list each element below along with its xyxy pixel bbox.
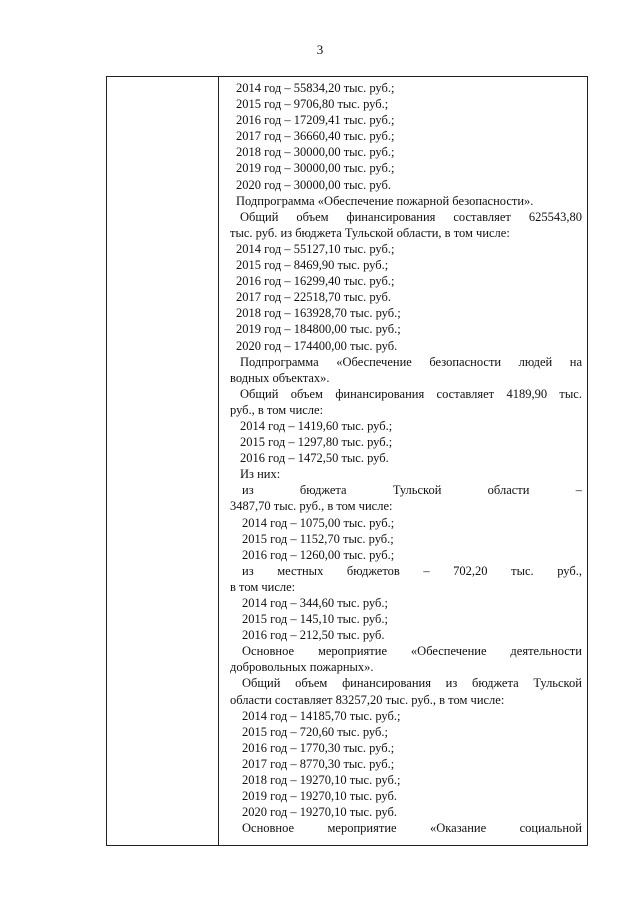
text-line: 2016 год – 1770,30 тыс. руб.;	[242, 740, 395, 755]
word: местных	[277, 563, 324, 578]
word: Общий	[242, 676, 281, 691]
text-line: тыс. руб. из бюджета Тульской области, в том числе:	[230, 225, 510, 240]
text-line: 2015 год – 720,60 тыс. руб.;	[242, 724, 388, 739]
financing-text	[226, 80, 582, 836]
text-line: добровольных пожарных».	[230, 660, 374, 675]
word: Общий	[240, 386, 279, 401]
word: из	[242, 563, 254, 578]
word: составляет	[436, 386, 495, 401]
word: 4189,90	[506, 386, 548, 401]
word: мероприятие	[327, 821, 397, 836]
word: бюджета	[472, 676, 519, 691]
text-line	[226, 386, 582, 402]
text-line: 2018 год – 30000,00 тыс. руб.;	[236, 145, 395, 160]
word: бюджета	[299, 483, 347, 498]
text-line: 2014 год – 55834,20 тыс. руб.;	[236, 81, 395, 95]
text-line: водных объектах».	[230, 370, 330, 385]
text-line: 2017 год – 8770,30 тыс. руб.;	[242, 756, 395, 771]
word: –	[575, 483, 582, 498]
text-line: 2019 год – 30000,00 тыс. руб.;	[236, 161, 395, 176]
word: финансирования	[342, 676, 431, 691]
text-line: 2014 год – 1075,00 тыс. руб.;	[242, 515, 395, 530]
text-line	[226, 209, 582, 225]
text-line	[226, 820, 582, 836]
word: объем	[296, 209, 329, 224]
text-line: руб., в том числе:	[230, 402, 324, 417]
word: Основное	[242, 644, 295, 659]
word: бюджетов	[346, 563, 400, 578]
word: –	[423, 563, 430, 578]
text-line: 2020 год – 174400,00 тыс. руб.	[236, 338, 398, 353]
text-line: 2015 год – 1152,70 тыс. руб.;	[242, 531, 394, 546]
word: составляет	[453, 209, 511, 224]
word: «Обеспечение	[410, 644, 487, 659]
text-line: 2018 год – 163928,70 тыс. руб.;	[236, 306, 401, 321]
page-number: 3	[316, 42, 324, 57]
text-line	[226, 354, 582, 370]
text-line: 2017 год – 36660,40 тыс. руб.;	[236, 129, 395, 144]
word: объем	[290, 386, 323, 401]
text-line	[226, 643, 582, 659]
word: Подпрограмма	[240, 354, 319, 369]
text-line: 2014 год – 344,60 тыс. руб.;	[242, 596, 388, 610]
word: «Обеспечение	[336, 354, 412, 369]
word: тыс.	[559, 386, 582, 401]
text-line: 2016 год – 16299,40 тыс. руб.;	[236, 274, 395, 289]
text-line: Подпрограмма «Обеспечение пожарной безопасности».	[236, 193, 534, 208]
text-line: 2017 год – 22518,70 тыс. руб.	[236, 290, 392, 305]
text-line: области составляет 83257,20 тыс. руб., в том числе:	[230, 692, 505, 707]
word: безопасности	[429, 354, 502, 369]
text-line: 2019 год – 184800,00 тыс. руб.;	[236, 322, 401, 337]
text-line: 2014 год – 1419,60 тыс. руб.;	[240, 418, 393, 433]
text-line: 2015 год – 9706,80 тыс. руб.;	[236, 97, 389, 112]
text-line: в том числе:	[230, 579, 296, 594]
word: 625543,80	[528, 209, 582, 224]
text-line: 2020 год – 19270,10 тыс. руб.	[242, 805, 398, 820]
word: Основное	[242, 821, 295, 836]
text-line: 2020 год – 30000,00 тыс. руб.	[236, 177, 392, 192]
text-line: 2015 год – 8469,90 тыс. руб.;	[236, 258, 389, 273]
word: из	[242, 483, 254, 498]
text-line: 2014 год – 55127,10 тыс. руб.;	[236, 241, 395, 256]
word: на	[569, 354, 582, 369]
column-divider	[218, 76, 219, 846]
word: тыс.	[511, 563, 534, 578]
word: области	[487, 483, 530, 498]
text-line	[226, 675, 582, 691]
text-line: 2015 год – 1297,80 тыс. руб.;	[240, 435, 393, 450]
word: объем	[295, 676, 328, 691]
word: Общий	[240, 209, 279, 224]
word: Тульской	[533, 676, 582, 691]
word: «Оказание	[430, 821, 487, 836]
text-line	[226, 563, 582, 579]
word: Тульской	[392, 483, 442, 498]
word: деятельности	[510, 644, 582, 659]
word: финансирования	[346, 209, 436, 224]
text-line: 2016 год – 1472,50 тыс. руб.	[240, 451, 389, 466]
text-line: 2015 год – 145,10 тыс. руб.;	[242, 612, 388, 627]
text-line: Из них:	[240, 467, 281, 482]
text-line: 2018 год – 19270,10 тыс. руб.;	[242, 773, 401, 788]
word: социальной	[519, 821, 582, 836]
word: 702,20	[453, 563, 488, 578]
text-line: 2014 год – 14185,70 тыс. руб.;	[242, 708, 401, 723]
word: мероприятие	[317, 644, 388, 659]
word: руб.,	[557, 563, 582, 578]
word: людей	[518, 354, 553, 369]
text-line: 2016 год – 1260,00 тыс. руб.;	[242, 547, 395, 562]
text-line	[226, 482, 582, 498]
text-line: 2016 год – 17209,41 тыс. руб.;	[236, 113, 395, 128]
text-line: 3487,70 тыс. руб., в том числе:	[230, 499, 393, 514]
word: из	[445, 676, 458, 691]
text-line: 2019 год – 19270,10 тыс. руб.	[242, 789, 398, 804]
text-line: 2016 год – 212,50 тыс. руб.	[242, 628, 385, 643]
word: финансирования	[335, 386, 425, 401]
